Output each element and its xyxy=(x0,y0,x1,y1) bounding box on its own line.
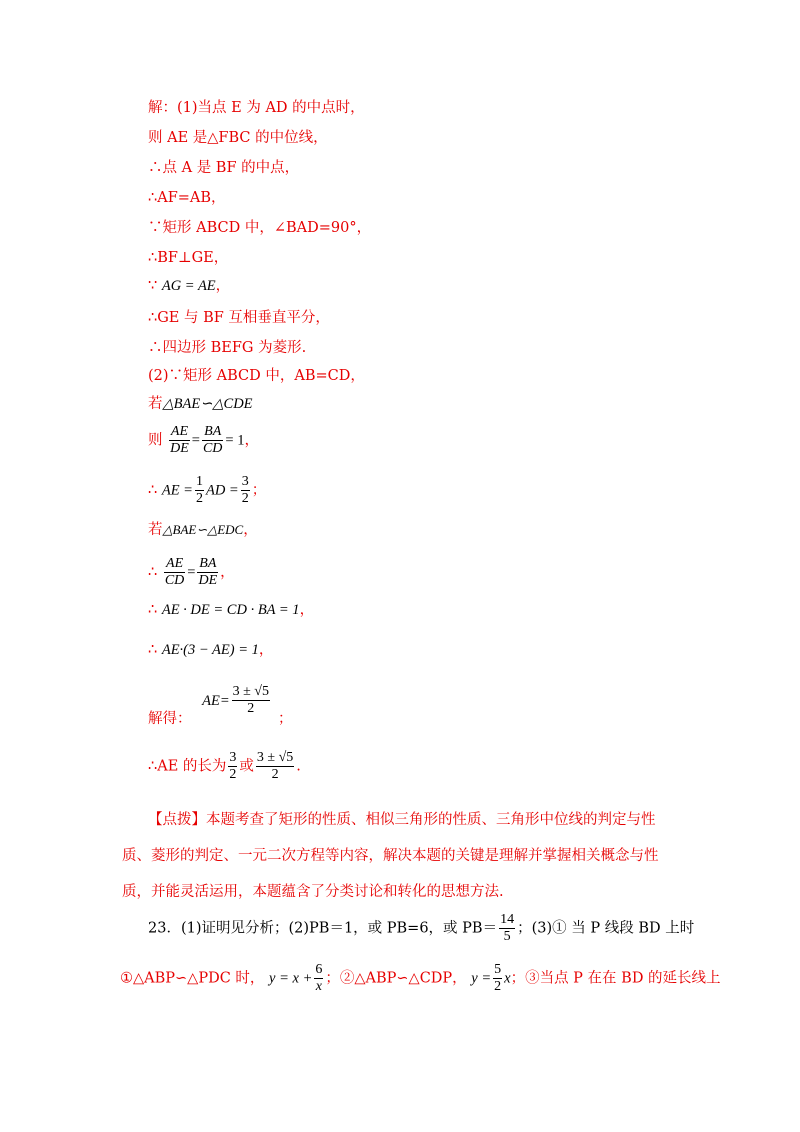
solution-line-12: 则 $\frac{AE}{DE}$ = $\frac{BA}{CD}$ = 1， xyxy=(148,424,259,456)
fraction-ae-answer-2: $\frac{3 \pm √5}{2}$ xyxy=(256,750,294,782)
solution-line-1: 解：(1)当点 E 为 AD 的中点时， xyxy=(148,100,365,116)
solution-line-13: ∴ AE = $\frac{1}{2}$ AD = $\frac{3}{2}$ ； xyxy=(148,474,267,506)
solution-line-2: 则 AE 是△FBC 的中位线， xyxy=(148,130,328,146)
solution-line-10: (2)∵矩形 ABCD 中，AB=CD， xyxy=(148,368,365,384)
comment-paragraph: 【点拨】本题考查了矩形的性质、相似三角形的性质、三角形中位线的判定与性质、菱形的判定、一元二次方程等内容，解决本题的关键是理解并掌握相关概念与性质，并能灵活运用，本题蕴含了分类讨论和转化的思想方法. xyxy=(122,812,659,900)
question-23-line-1: 23．(1)证明见分析；(2)PB＝1，或 PB=6，或 PB＝ $\frac{14}{5}$ ；(3)① 当 P 线段 BD 上时 xyxy=(148,912,695,944)
solution-line-9: ∴四边形 BEFG 为菱形. xyxy=(148,340,307,356)
question-23-line-2: ①△ABP∽△PDC 时， y = x + $\frac{6}{x}$ ；②△ABP∽△CDP， y = $\frac{5}{2}$ x；③当点 P 在在 BD 的延长线上 xyxy=(120,962,721,994)
solution-line-14: 若△BAE∽△EDC， xyxy=(148,522,258,538)
product-equation: AE · DE = CD · BA = 1 xyxy=(161,602,300,618)
fraction-root-solution: $\frac{3 \pm √5}{2}$ xyxy=(232,684,269,716)
fraction-6-x: $\frac{6}{x}$ xyxy=(315,962,323,994)
fraction-ba-cd: $\frac{BA}{CD}$ xyxy=(202,424,223,456)
because-symbol: ∵ xyxy=(148,278,158,294)
fraction-three-halves: $\frac{3}{2}$ xyxy=(241,474,249,506)
solution-line-5: ∵矩形 ABCD 中，∠BAD=90°， xyxy=(148,220,372,236)
solution-line-6: ∴BF⊥GE， xyxy=(148,250,229,266)
punct: ， xyxy=(215,278,231,294)
fraction-one-half: $\frac{1}{2}$ xyxy=(195,474,203,506)
if-label: 若 xyxy=(148,396,163,412)
solution-line-3: ∴点 A 是 BF 的中点， xyxy=(148,160,300,176)
fraction-14-5: $\frac{14}{5}$ xyxy=(500,912,515,944)
solution-line-16: ∴ AE · DE = CD · BA = 1， xyxy=(148,602,315,618)
then-label: 则 xyxy=(148,432,163,449)
solution-line-4: ∴AF=AB， xyxy=(148,190,226,206)
similarity-statement-1: △BAE∽△CDE xyxy=(162,396,253,412)
fraction-ae-de: $\frac{AE}{DE}$ xyxy=(170,424,189,456)
fraction-ae-cd: $\frac{AE}{CD}$ xyxy=(164,556,185,588)
solution-line-19: ∴AE 的长为 $\frac{3}{2}$ 或 $\frac{3 \pm √5}{2}$ . xyxy=(148,750,301,782)
fraction-5-2: $\frac{5}{2}$ xyxy=(494,962,502,994)
similarity-statement-2: △BAE∽△EDC xyxy=(162,522,244,537)
solution-line-7 xyxy=(148,276,230,296)
solution-line-17: ∴ AE·(3 − AE) = 1， xyxy=(148,642,274,658)
fraction-ae-answer-1: $\frac{3}{2}$ xyxy=(229,750,237,782)
quadratic-equation: AE·(3 − AE) = 1 xyxy=(161,642,259,658)
fraction-ba-de: $\frac{BA}{DE}$ xyxy=(198,556,218,588)
solution-line-8: ∴GE 与 BF 互相垂直平分， xyxy=(148,310,330,326)
equation-ag-ae: AG = AE xyxy=(161,278,216,294)
solution-line-18: 解得： AE= $\frac{3 \pm √5}{2}$ ； xyxy=(148,684,293,727)
solution-line-11 xyxy=(148,394,253,414)
solution-line-15: ∴ $\frac{AE}{CD}$ = $\frac{BA}{DE}$ ， xyxy=(148,556,235,588)
